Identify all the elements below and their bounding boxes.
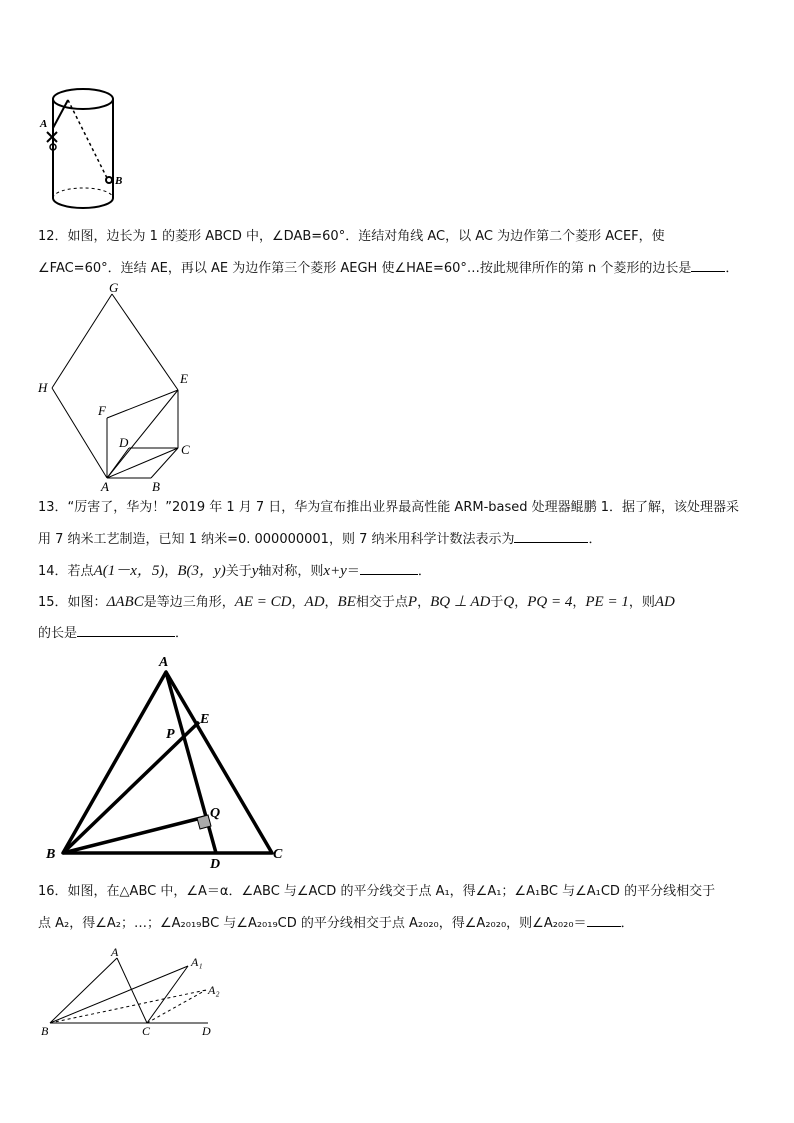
- q15-text-5: 相交于点: [355, 595, 408, 610]
- fig16-label-c: C: [142, 1024, 151, 1038]
- q15-text-1: 如图：: [67, 595, 107, 610]
- q14-point-b: B(3，y): [177, 563, 226, 579]
- rhombus-figure: [30, 278, 210, 496]
- fig12-label-h: H: [38, 380, 48, 395]
- q14-line: [38, 562, 431, 581]
- q14-text-mid: 关于: [225, 564, 252, 579]
- fig16-label-a: A: [111, 945, 119, 959]
- fig16-label-b: B: [41, 1024, 49, 1038]
- q13-text-1: “厉害了，华为！”2019 年 1 月 7 日，华为宣布推出业界最高性能 ARM-based 处理器鲲鹏 1．据了解，该处理器采: [67, 500, 740, 515]
- q14-axis: y: [251, 563, 259, 579]
- q16-line1: [38, 883, 715, 901]
- q15-number: 15．: [38, 595, 68, 610]
- fig12-label-c: C: [181, 442, 190, 457]
- fig16-label-a2: A₂: [208, 983, 220, 997]
- q13-text-2: 用 7 纳米工艺制造，已知 1 纳米=0. 000000001，则 7 纳米用科学计数法表示为: [38, 532, 515, 547]
- q13-answer-blank[interactable]: [514, 530, 588, 543]
- q15-text-8: ，: [514, 595, 528, 610]
- q15-text-6: ，: [417, 595, 431, 610]
- fig12-label-d: D: [119, 435, 129, 450]
- q13-line1: [38, 499, 739, 517]
- q14-expr: x+y: [323, 563, 347, 579]
- q14-sep: ，: [164, 564, 178, 579]
- q12-period: ．: [725, 261, 739, 276]
- q12-line2: [38, 259, 738, 278]
- q15-line1: [38, 593, 675, 612]
- fig15-label-d: D: [210, 857, 221, 872]
- q15-triangle: ΔABC: [106, 594, 144, 610]
- q15-text-10: ，则: [628, 595, 655, 610]
- q16-number: 16．: [38, 884, 68, 899]
- fig15-label-q: Q: [210, 806, 221, 821]
- fig11-label-a: A: [40, 118, 48, 130]
- q12-text-2: ∠FAC=60°．连结 AE，再以 AE 为边作第三个菱形 AEGH 使∠HAE=60°…按此规律所作的第 n 个菱形的边长是: [38, 261, 692, 276]
- q13-period: ．: [588, 532, 602, 547]
- fig15-label-c: C: [273, 847, 283, 862]
- fig12-label-g: G: [109, 280, 119, 295]
- fig12-label-a: A: [101, 479, 109, 494]
- q15-answer-blank[interactable]: [77, 624, 175, 637]
- q16-period: ．: [620, 916, 634, 931]
- q16-answer-blank[interactable]: [587, 914, 621, 927]
- equilateral-triangle-figure: [40, 650, 300, 872]
- q15-text-4: ，: [324, 595, 338, 610]
- fig16-label-d: D: [202, 1024, 211, 1038]
- q12-line1: [38, 228, 665, 246]
- angle-bisector-figure: [36, 940, 226, 1040]
- q12-text-1: 如图，边长为 1 的菱形 ABCD 中，∠DAB=60°．连结对角线 AC，以 AC 为边作第二个菱形 ACEF，使: [67, 229, 665, 244]
- q15-ad-2: AD: [654, 594, 675, 610]
- fig16-label-a1: A₁: [191, 955, 203, 969]
- q15-period: ．: [175, 626, 189, 641]
- q15-ae-cd: AE = CD: [234, 594, 292, 610]
- q15-text-3: ，: [291, 595, 305, 610]
- q15-text-line2: 的长是: [38, 626, 78, 641]
- q15-pe: PE = 1: [585, 594, 629, 610]
- q15-text-7: 于: [490, 595, 504, 610]
- q16-text-1: 如图，在△ABC 中，∠A＝α．∠ABC 与∠ACD 的平分线交于点 A₁，得∠A₁；∠A₁BC 与∠A₁CD 的平分线相交于: [67, 884, 716, 899]
- q14-text-post: 轴对称，则: [258, 564, 324, 579]
- q13-number: 13．: [38, 500, 68, 515]
- q14-number: 14．: [38, 564, 68, 579]
- fig15-label-a: A: [159, 655, 169, 670]
- q15-p: P: [407, 594, 418, 610]
- q15-pq: PQ = 4: [527, 594, 573, 610]
- fig12-label-f: F: [98, 403, 106, 418]
- q15-be: BE: [337, 594, 356, 610]
- q15-q: Q: [503, 594, 515, 610]
- fig11-label-b: B: [115, 175, 123, 187]
- q16-text-2: 点 A₂，得∠A₂；…；∠A₂₀₁₉BC 与∠A₂₀₁₉CD 的平分线相交于点 A₂₀₂₀，得∠A₂₀₂₀，则∠A₂₀₂₀＝: [38, 916, 587, 931]
- q15-ad: AD: [304, 594, 325, 610]
- q15-line2: [38, 624, 188, 643]
- q16-line2: [38, 914, 634, 933]
- fig15-label-b: B: [46, 847, 56, 862]
- fig15-label-e: E: [200, 712, 210, 727]
- fig12-label-e: E: [180, 371, 188, 386]
- q14-text-pre: 若点: [67, 564, 94, 579]
- fig15-label-p: P: [166, 727, 175, 742]
- q12-number: 12．: [38, 229, 68, 244]
- q15-text-9: ，: [572, 595, 586, 610]
- cylinder-figure: [36, 85, 126, 215]
- q14-eq: ＝: [346, 564, 360, 579]
- q15-bq-ad: BQ ⊥ AD: [430, 594, 491, 610]
- q12-answer-blank[interactable]: [691, 259, 725, 272]
- q15-text-2: 是等边三角形，: [143, 595, 235, 610]
- q14-point-a: A(1－x，5): [93, 563, 165, 579]
- q13-line2: [38, 530, 602, 549]
- q14-answer-blank[interactable]: [360, 562, 418, 575]
- q14-period: ．: [417, 564, 431, 579]
- fig12-label-b: B: [152, 479, 160, 494]
